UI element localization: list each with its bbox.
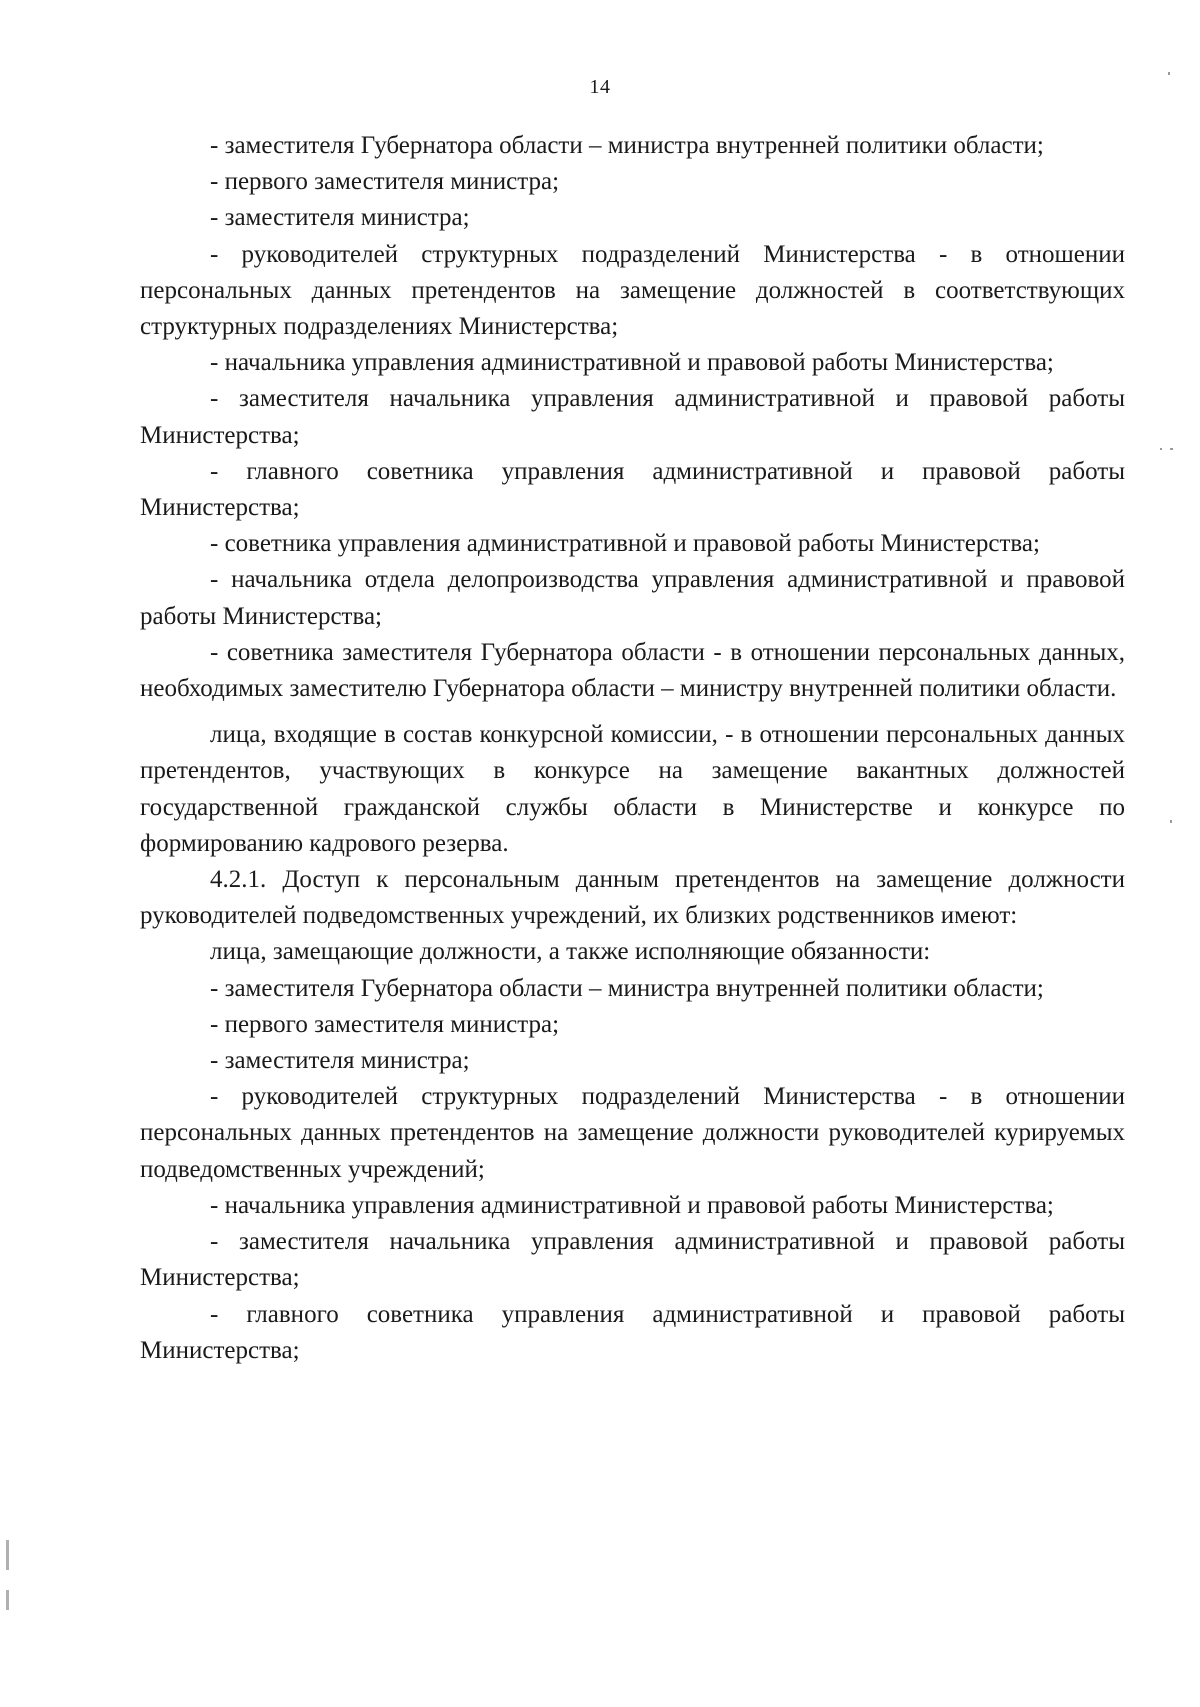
list-item: - начальника отдела делопроизводства управления административной и правовой работы Министерства; <box>140 566 1125 630</box>
paragraph: лица, входящие в состав конкурсной комиссии, - в отношении персональных данных претендентов, участвующих в конкурсе на замещение вакантных должностей государственной гражданской службы области в Министерстве и конкурсе по формированию кадрового резерва. <box>140 721 1125 857</box>
section-paragraph: 4.2.1. Доступ к персональным данным претендентов на замещение должности руководителей подведомственных учреждений, их близких родственников имеют: <box>140 866 1125 930</box>
document-body <box>140 128 1125 1369</box>
scan-artifact <box>6 1540 9 1570</box>
scan-artifact <box>1170 448 1173 450</box>
paragraph: лица, замещающие должности, а также исполняющие обязанности: <box>210 938 931 966</box>
list-item: - первого заместителя министра; <box>210 1010 560 1038</box>
list-item: - начальника управления административной и правовой работы Министерства; <box>210 1191 1054 1219</box>
page-number: 14 <box>589 76 611 98</box>
scan-artifact <box>1170 820 1172 823</box>
list-item: - заместителя министра; <box>210 204 470 232</box>
list-item: - заместителя начальника управления административной и правовой работы Министерства; <box>140 385 1125 449</box>
list-item: - заместителя начальника управления административной и правовой работы Министерства; <box>140 1228 1125 1292</box>
scan-artifact <box>1168 72 1170 75</box>
list-item: - главного советника управления административной и правовой работы Министерства; <box>140 457 1125 522</box>
list-item: - первого заместителя министра; <box>210 168 560 196</box>
list-item: - руководителей структурных подразделений Министерства - в отношении персональных данных претендентов на замещение должностей в соответствующих структурных подразделениях Министерства; <box>140 240 1125 341</box>
list-item: - советника управления административной и правовой работы Министерства; <box>210 530 1040 558</box>
list-item: - главного советника управления административной и правовой работы Министерства; <box>140 1300 1125 1364</box>
scan-artifact <box>6 1590 9 1610</box>
list-item: - заместителя Губернатора области – министра внутренней политики области; <box>210 974 1044 1002</box>
list-item: - руководителей структурных подразделений Министерства - в отношении персональных данных претендентов на замещение должности руководителей курируемых подведомственных учреждений; <box>140 1083 1125 1183</box>
list-item: - советника заместителя Губернатора области - в отношении персональных данных, необходимых заместителю Губернатора области – министру внутренней политики области. <box>140 638 1125 703</box>
list-item: - начальника управления административной и правовой работы Министерства; <box>210 349 1054 377</box>
scan-artifact <box>1160 448 1162 450</box>
list-item: - заместителя министра; <box>210 1047 470 1075</box>
list-item: - заместителя Губернатора области – министра внутренней политики области; <box>210 132 1044 159</box>
